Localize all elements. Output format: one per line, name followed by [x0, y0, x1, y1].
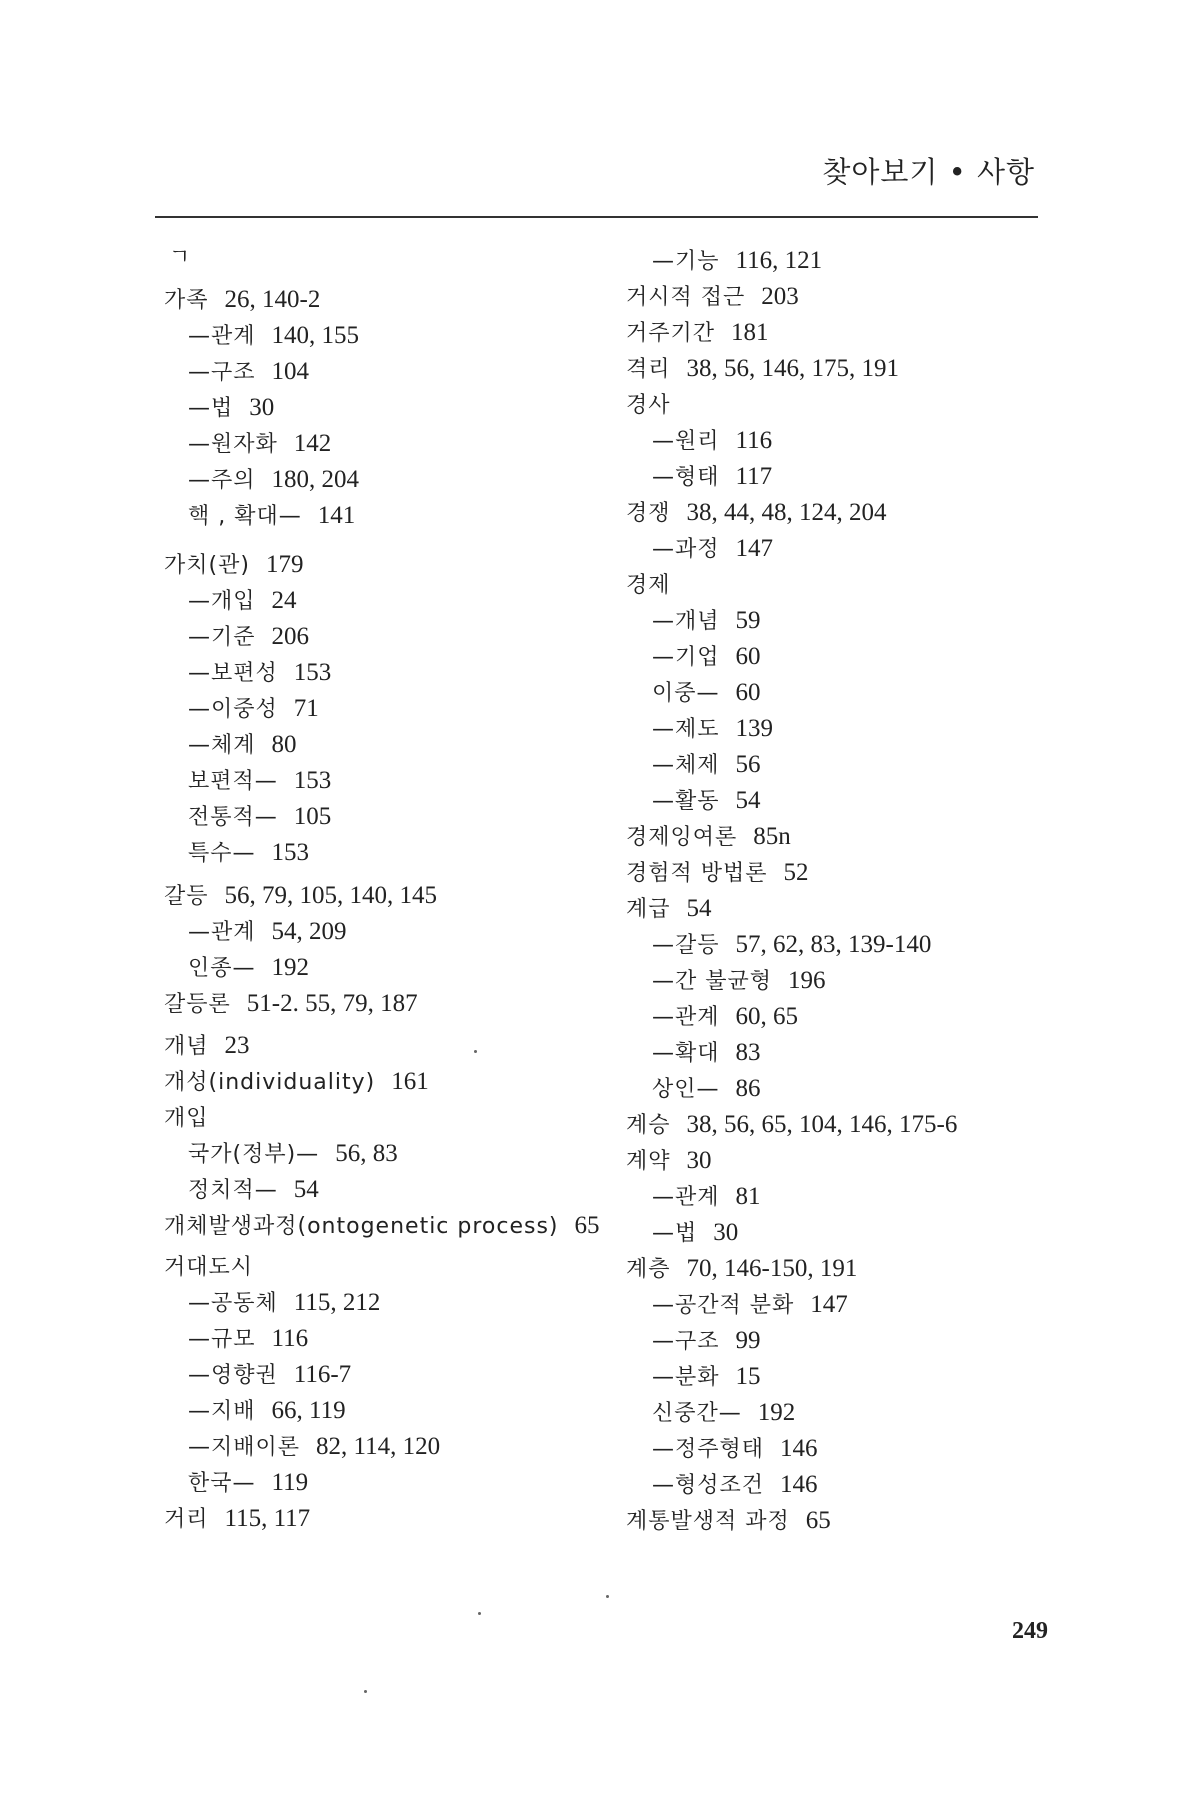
- index-entry: [652, 425, 772, 457]
- page-number: 249: [1012, 1618, 1048, 1644]
- index-pages: 203: [761, 283, 799, 310]
- index-pages: 141: [317, 502, 356, 529]
- index-pages: 57, 62, 83, 139-140: [735, 931, 932, 958]
- index-pages: 147: [735, 535, 774, 562]
- index-entry: [626, 1109, 957, 1141]
- index-term: 핵 , 확대—: [188, 504, 302, 529]
- index-term: 거시적 접근: [626, 285, 746, 310]
- index-pages: 179: [265, 551, 304, 578]
- index-entry: [652, 1469, 818, 1501]
- index-term: 격리: [626, 357, 671, 382]
- index-term: —형태: [652, 465, 720, 490]
- index-pages: 139: [735, 715, 774, 742]
- index-pages: 54: [735, 787, 761, 814]
- index-term: 정치적—: [188, 1178, 278, 1203]
- index-entry: [626, 389, 687, 421]
- index-term: 가치(관): [164, 553, 250, 578]
- index-entry: [626, 317, 769, 349]
- index-entry: [652, 1217, 738, 1249]
- index-term: —개념: [652, 609, 720, 634]
- index-pages: 51-2. 55, 79, 187: [246, 990, 418, 1017]
- index-term: 개체발생과정(ontogenetic process): [164, 1214, 559, 1239]
- index-pages: 30: [713, 1219, 739, 1246]
- index-term: —구조: [652, 1329, 720, 1354]
- index-term: 계층: [626, 1257, 671, 1282]
- index-term: 거리: [164, 1507, 209, 1532]
- index-pages: 80: [271, 731, 297, 758]
- index-term: —기준: [188, 625, 256, 650]
- index-pages: 117: [735, 463, 773, 490]
- index-term: 갈등론: [164, 992, 231, 1017]
- index-term: —간 불균형: [652, 969, 773, 994]
- index-entry: [626, 497, 887, 529]
- index-pages: 146: [780, 1435, 818, 1462]
- index-term: —과정: [652, 537, 720, 562]
- index-pages: 99: [735, 1327, 761, 1354]
- scan-speck: [364, 1690, 367, 1693]
- index-term: —원자화: [188, 432, 278, 457]
- index-entry: [652, 785, 761, 817]
- index-term: —원리: [652, 429, 720, 454]
- index-term: —관계: [188, 920, 256, 945]
- index-term: —구조: [188, 360, 256, 385]
- index-entry: [626, 1145, 712, 1177]
- index-entry: [652, 929, 931, 961]
- index-entry: [652, 1397, 795, 1429]
- index-term: —형성조건: [652, 1473, 765, 1498]
- index-pages: 153: [293, 767, 332, 794]
- index-entry: [626, 1253, 857, 1285]
- index-entry: [652, 1433, 818, 1465]
- section-letter: ㄱ: [169, 245, 191, 270]
- index-term: —주의: [188, 468, 256, 493]
- index-term: —관계: [652, 1185, 720, 1210]
- index-pages: 161: [391, 1068, 429, 1095]
- index-entry: [652, 245, 822, 277]
- index-pages: 65: [805, 1507, 831, 1534]
- index-term: —영향권: [188, 1363, 278, 1388]
- index-pages: 59: [735, 607, 761, 634]
- index-term: —기능: [652, 249, 720, 274]
- index-entry: [652, 965, 826, 997]
- index-pages: 56: [735, 751, 761, 778]
- index-term: 특수—: [188, 841, 256, 866]
- index-pages: 66, 119: [271, 1397, 346, 1424]
- index-term: —체계: [188, 733, 256, 758]
- index-term: 전통적—: [188, 805, 278, 830]
- index-term: 경제잉여론: [626, 825, 738, 850]
- index-term: 신중간—: [652, 1401, 742, 1426]
- index-entry: [652, 749, 761, 781]
- index-pages: 38, 56, 65, 104, 146, 175-6: [686, 1111, 958, 1138]
- index-term: 계통발생적 과정: [626, 1509, 790, 1534]
- index-pages: 192: [757, 1399, 796, 1426]
- index-pages: 85n: [753, 823, 791, 850]
- index-term: —규모: [188, 1327, 256, 1352]
- index-pages: 15: [735, 1363, 761, 1390]
- index-term: 경쟁: [626, 501, 671, 526]
- index-pages: 115, 212: [293, 1289, 381, 1316]
- index-term: —갈등: [652, 933, 720, 958]
- index-term: —관계: [188, 324, 256, 349]
- index-pages: 54, 209: [271, 918, 347, 945]
- index-entry: [626, 821, 791, 853]
- index-term: —활동: [652, 789, 720, 814]
- scan-speck: [606, 1595, 609, 1598]
- index-pages: 153: [293, 659, 332, 686]
- index-term: 한국—: [188, 1471, 256, 1496]
- index-term: —정주형태: [652, 1437, 765, 1462]
- index-term: 개성(individuality): [164, 1070, 376, 1095]
- index-term: —체제: [652, 753, 720, 778]
- index-term: —법: [652, 1221, 698, 1246]
- index-term: 인종—: [188, 956, 256, 981]
- index-pages: 60: [735, 643, 761, 670]
- index-term: 경사: [626, 393, 671, 418]
- index-pages: 26, 140-2: [224, 286, 321, 313]
- index-entry: [626, 857, 809, 889]
- index-pages: 105: [293, 803, 332, 830]
- index-pages: 115, 117: [224, 1505, 311, 1532]
- index-term: —지배: [188, 1399, 256, 1424]
- scan-speck: [474, 1050, 477, 1053]
- index-pages: 81: [735, 1183, 761, 1210]
- running-header: 찾아보기 • 사항: [822, 155, 1035, 189]
- index-entry: [652, 1073, 761, 1105]
- index-pages: 86: [735, 1075, 761, 1102]
- index-pages: 181: [731, 319, 769, 346]
- index-pages: 104: [271, 358, 310, 385]
- index-pages: 146: [780, 1471, 818, 1498]
- index-pages: 153: [271, 839, 310, 866]
- index-entry: [652, 533, 773, 565]
- index-term: —공간적 분화: [652, 1293, 795, 1318]
- index-pages: 142: [293, 430, 332, 457]
- index-term: —관계: [652, 1005, 720, 1030]
- index-pages: 83: [735, 1039, 761, 1066]
- index-term: 국가(정부)—: [188, 1142, 320, 1167]
- index-entry: [652, 1001, 798, 1033]
- index-pages: 119: [271, 1469, 309, 1496]
- index-pages: 180, 204: [271, 466, 360, 493]
- index-term: —기업: [652, 645, 720, 670]
- index-pages: 60: [735, 679, 761, 706]
- index-pages: 54: [686, 895, 712, 922]
- index-term: —개입: [188, 589, 256, 614]
- index-term: —보편성: [188, 661, 278, 686]
- index-pages: 196: [788, 967, 826, 994]
- index-term: 보편적—: [188, 769, 278, 794]
- index-term: 거대도시: [164, 1255, 254, 1280]
- index-pages: 38, 56, 146, 175, 191: [686, 355, 900, 382]
- index-term: 갈등: [164, 884, 209, 909]
- index-pages: 82, 114, 120: [316, 1433, 441, 1460]
- scan-speck: [478, 1612, 481, 1615]
- index-entry: [652, 677, 761, 709]
- index-pages: 147: [810, 1291, 848, 1318]
- index-entry: [626, 569, 687, 601]
- index-pages: 52: [783, 859, 809, 886]
- index-pages: 140, 155: [271, 322, 360, 349]
- index-pages: 116: [735, 427, 773, 454]
- index-entry: [652, 1037, 761, 1069]
- index-term: 경제: [626, 573, 671, 598]
- index-entry: [626, 1505, 831, 1537]
- index-pages: 38, 44, 48, 124, 204: [686, 499, 887, 526]
- index-entry: [652, 461, 772, 493]
- index-term: 계승: [626, 1113, 671, 1138]
- index-entry: [652, 1289, 848, 1321]
- index-pages: 206: [271, 623, 310, 650]
- index-term: 경험적 방법론: [626, 861, 768, 886]
- index-term: 상인—: [652, 1077, 720, 1102]
- index-term: 거주기간: [626, 321, 716, 346]
- index-entry: [652, 605, 761, 637]
- index-pages: 71: [293, 695, 319, 722]
- index-pages: 54: [293, 1176, 319, 1203]
- index-term: —이중성: [188, 697, 278, 722]
- index-entry: [652, 641, 761, 673]
- index-entry: [652, 1181, 761, 1213]
- index-pages: 56, 83: [335, 1140, 398, 1167]
- index-entry: [626, 893, 712, 925]
- index-entry: [652, 1325, 761, 1357]
- index-pages: 116-7: [293, 1361, 352, 1388]
- index-pages: 116: [271, 1325, 309, 1352]
- index-term: —확대: [652, 1041, 720, 1066]
- index-entry: [652, 713, 773, 745]
- index-pages: 192: [271, 954, 310, 981]
- index-pages: 24: [271, 587, 297, 614]
- index-pages: 70, 146-150, 191: [686, 1255, 858, 1282]
- index-pages: 56, 79, 105, 140, 145: [224, 882, 438, 909]
- index-term: 가족: [164, 288, 209, 313]
- index-term: —지배이론: [188, 1435, 301, 1460]
- index-entry: [626, 353, 899, 385]
- index-term: 계약: [626, 1149, 671, 1174]
- index-term: —제도: [652, 717, 720, 742]
- index-term: —법: [188, 396, 234, 421]
- index-term: —공동체: [188, 1291, 278, 1316]
- index-pages: 60, 65: [735, 1003, 799, 1030]
- index-pages: 23: [224, 1032, 250, 1059]
- index-pages: 30: [686, 1147, 712, 1174]
- index-pages: 116, 121: [735, 247, 823, 274]
- index-term: 이중—: [652, 681, 720, 706]
- index-term: 계급: [626, 897, 671, 922]
- index-term: 개념: [164, 1034, 209, 1059]
- index-entry: [652, 1361, 761, 1393]
- index-entry: [626, 281, 799, 313]
- index-pages: 30: [249, 394, 275, 421]
- index-pages: 65: [574, 1212, 600, 1239]
- index-term: 개입: [164, 1106, 209, 1131]
- index-term: —분화: [652, 1365, 720, 1390]
